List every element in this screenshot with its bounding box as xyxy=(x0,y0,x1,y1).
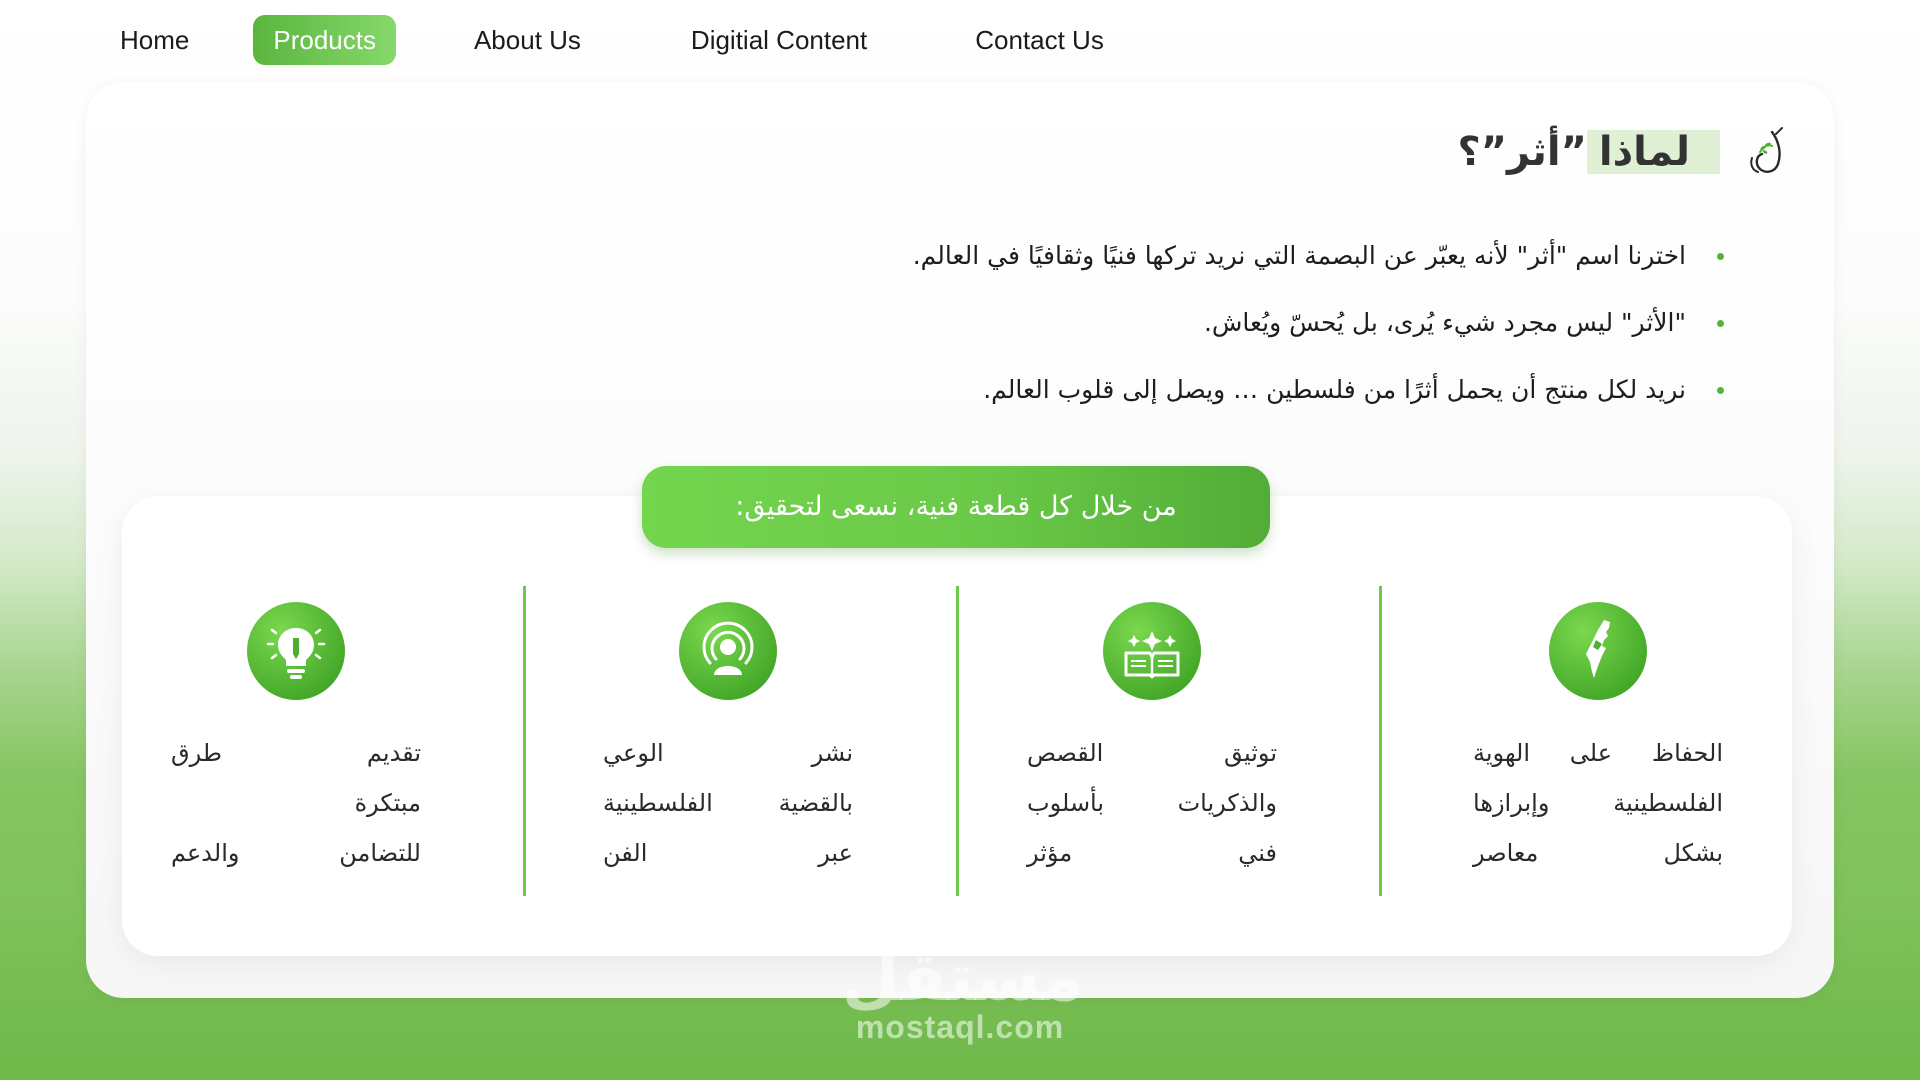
goal-line: فني مؤثر xyxy=(1027,839,1277,867)
column-divider xyxy=(523,586,526,896)
goal-line: والذكريات بأسلوب xyxy=(1027,789,1277,817)
section-heading xyxy=(1458,122,1795,182)
goal-card-identity xyxy=(1448,602,1748,878)
nav-contact-us[interactable]: Contact Us xyxy=(975,25,1104,55)
goal-line: للتضامن والدعم xyxy=(171,839,421,867)
nav-products[interactable]: Products xyxy=(253,15,396,65)
goal-line: الحفاظ على الهوية xyxy=(1473,739,1723,767)
nav-digital-content[interactable]: Digitial Content xyxy=(690,25,868,55)
goals-heading: من خلال كل قطعة فنية، نسعى لتحقيق: xyxy=(642,466,1270,548)
goal-card-documentation xyxy=(1002,602,1302,878)
goal-card-solidarity xyxy=(146,602,446,878)
column-divider xyxy=(956,586,959,896)
goal-line: بشكل معاصر xyxy=(1473,839,1723,867)
reasons-list xyxy=(724,222,1724,423)
watermark-arabic: مستقل xyxy=(842,939,1084,1016)
list-item: اخترنا اسم "أثر" لأنه يعبّر عن البصمة التي نريد تركها فنيًا وثقافيًا في العالم. xyxy=(724,222,1724,289)
goal-card-awareness xyxy=(578,602,878,878)
goal-line: توثيق القصص xyxy=(1027,739,1277,767)
page-title xyxy=(1458,129,1721,175)
goal-line: نشر الوعي xyxy=(603,739,853,767)
goal-line: عبر الفن xyxy=(603,839,853,867)
goal-line: مبتكرة xyxy=(354,789,421,817)
nav-about-us[interactable]: About Us xyxy=(473,25,581,55)
content-card xyxy=(86,82,1834,998)
goal-line: الفلسطينية وإبرازها xyxy=(1473,789,1723,817)
palestine-map-icon xyxy=(1549,602,1647,700)
lightbulb-pencil-icon xyxy=(247,602,345,700)
goal-line: بالقضية الفلسطينية xyxy=(603,789,853,817)
top-nav xyxy=(96,14,1124,66)
person-broadcast-icon xyxy=(679,602,777,700)
column-divider xyxy=(1379,586,1382,896)
watermark-domain: mostaql.com xyxy=(855,1009,1065,1045)
title-highlight: لماذا xyxy=(1587,130,1720,174)
title-quoted-word: ”أثر”؟ xyxy=(1457,129,1587,175)
goal-line: تقديم طرق xyxy=(171,739,421,767)
open-book-sparkles-icon xyxy=(1103,602,1201,700)
athar-logo-icon xyxy=(1738,122,1794,182)
list-item: نريد لكل منتج أن يحمل أثرًا من فلسطين … ويصل إلى قلوب العالم. xyxy=(724,356,1724,423)
nav-home[interactable]: Home xyxy=(120,25,190,55)
list-item: "الأثر" ليس مجرد شيء يُرى، بل يُحسّ ويُعاش. xyxy=(724,289,1724,356)
mostaql-watermark xyxy=(842,939,1084,1046)
